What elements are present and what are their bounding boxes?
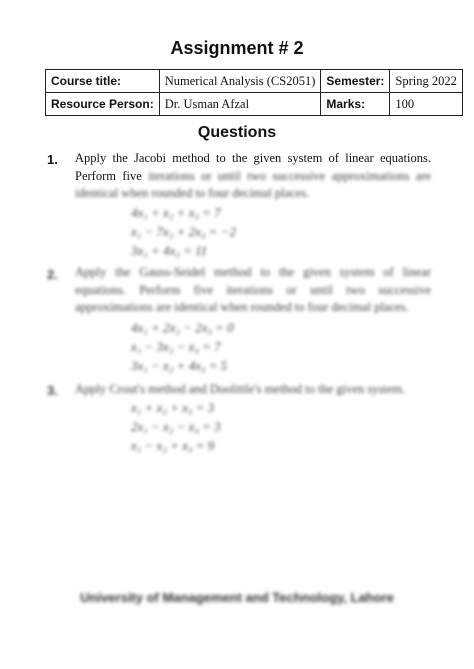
equation: 4x₁ + 2x₂ − 2x₃ = 0 [131, 320, 234, 335]
semester-value: Spring 2022 [390, 70, 462, 93]
question-text-blurred: Apply the Gauss-Seidel method to the given system of linear equations. Perform five iterations or until two successive approximations are identical when rounded to four decimal places. [75, 265, 431, 314]
equation-system [131, 318, 234, 375]
question-number: 2. [47, 267, 58, 282]
marks-value: 100 [390, 93, 462, 116]
page-title: Assignment # 2 [170, 38, 304, 58]
equation: x₁ − 7x₂ + 2x₃ = −2 [131, 224, 236, 239]
question-text [75, 150, 431, 203]
question-number: 3. [47, 383, 58, 398]
equation: x₁ − 3x₂ − x₃ = 7 [131, 339, 221, 354]
semester-label: Semester: [321, 70, 390, 93]
equation: 3x₁ + 4x₃ = 11 [131, 243, 208, 258]
question-text-blurred: iterations or until two successive approximations are identical when rounded to four decimal places. [75, 168, 431, 200]
table-row [46, 93, 463, 116]
course-info-table [45, 69, 463, 116]
question-number: 1. [47, 152, 58, 167]
equation: 2x₁ − x₂ − x₃ = 3 [131, 419, 221, 434]
table-row [46, 70, 463, 93]
resource-person-value: Dr. Usman Afzal [159, 93, 321, 116]
course-title-label: Course title: [46, 70, 160, 93]
question-text-blurred: Apply Crout's method and Doolittle's method to the given system. [75, 382, 406, 396]
equation-system [131, 203, 236, 260]
marks-label: Marks: [321, 93, 390, 116]
equation-system [131, 398, 221, 455]
equation: x₁ − x₂ + x₃ = 9 [131, 438, 215, 453]
question-text [75, 381, 431, 399]
course-title-value: Numerical Analysis (CS2051) [159, 70, 321, 93]
equation: 3x₁ − x₂ + 4x₃ = 5 [131, 358, 228, 373]
footer-institution: University of Management and Technology, Lahore [80, 590, 394, 605]
equation: 4x₁ + x₂ + x₃ = 7 [131, 205, 221, 220]
question-text-visible: Apply the Jacobi method to the given system of linear equations. Perform five [75, 151, 431, 183]
questions-heading: Questions [197, 124, 277, 141]
equation: x₁ + x₂ + x₃ = 3 [131, 400, 215, 415]
question-text [75, 264, 431, 317]
resource-person-label: Resource Person: [46, 93, 160, 116]
